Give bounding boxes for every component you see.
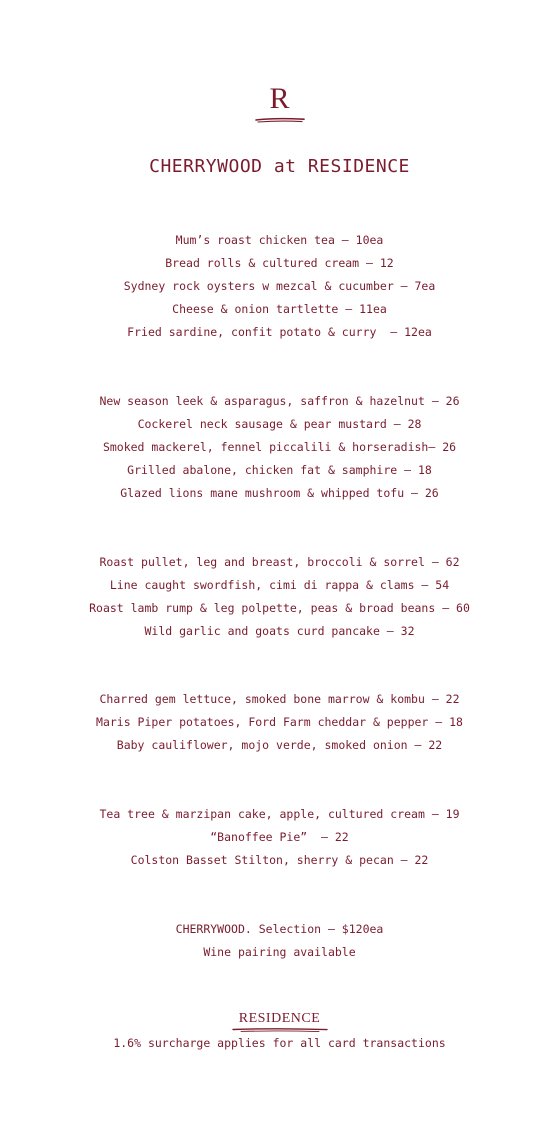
menu-item: Tea tree & marzipan cake, apple, cultured cream – 19	[99, 807, 460, 821]
menu-item: Charred gem lettuce, smoked bone marrow & kombu – 22	[99, 692, 460, 706]
menu-item: Baby cauliflower, mojo verde, smoked onion – 22	[116, 738, 443, 752]
menu-item: Sydney rock oysters w mezcal & cucumber – 7ea	[123, 279, 436, 293]
menu-item: Roast pullet, leg and breast, broccoli & sorrel – 62	[99, 555, 460, 569]
menu-item: Smoked mackerel, fennel piccalili & horseradish– 26	[102, 440, 457, 454]
menu-item: Wild garlic and goats curd pancake – 32	[144, 624, 415, 638]
logo-brush-underline-icon	[254, 116, 306, 124]
menu-section-entrees	[0, 390, 559, 505]
menu-item: Line caught swordfish, cimi di rappa & clams – 54	[109, 578, 450, 592]
menu-item: Wine pairing available	[203, 945, 356, 959]
menu-item: Maris Piper potatoes, Ford Farm cheddar & pepper – 18	[96, 715, 463, 729]
menu-item: Roast lamb rump & leg polpette, peas & broad beans – 60	[89, 601, 470, 615]
menu-section-mains	[0, 551, 559, 643]
page-title: CHERRYWOOD at RESIDENCE	[149, 156, 410, 177]
footer-brand-name: RESIDENCE	[238, 1011, 321, 1026]
menu-item: New season leek & asparagus, saffron & hazelnut – 26	[99, 394, 460, 408]
menu-section-sides	[0, 688, 559, 757]
menu-section-selection	[0, 918, 559, 964]
menu-item: Glazed lions mane mushroom & whipped tofu – 26	[120, 486, 439, 500]
menu-item: Grilled abalone, chicken fat & samphire – 18	[127, 463, 432, 477]
menu-section-snacks	[0, 229, 559, 344]
menu-section-desserts	[0, 803, 559, 872]
menu-item: Cheese & onion tartlette – 11ea	[172, 302, 387, 316]
menu-item: Mum’s roast chicken tea – 10ea	[175, 233, 384, 247]
menu-item: Cockerel neck sausage & pear mustard – 28	[137, 417, 422, 431]
menu-item: Colston Basset Stilton, sherry & pecan – 22	[130, 853, 429, 867]
logo-letter: R	[269, 82, 290, 115]
footer-brand	[0, 1007, 559, 1033]
menu-item: Bread rolls & cultured cream – 12	[165, 256, 394, 270]
menu-item: Fried sardine, confit potato & curry – 12ea	[127, 325, 432, 339]
menu-item: “Banoffee Pie” – 22	[210, 830, 349, 844]
menu-item: CHERRYWOOD. Selection – $120ea	[175, 922, 384, 936]
surcharge-note: 1.6% surcharge applies for all card transactions	[113, 1036, 446, 1050]
logo	[0, 84, 559, 124]
